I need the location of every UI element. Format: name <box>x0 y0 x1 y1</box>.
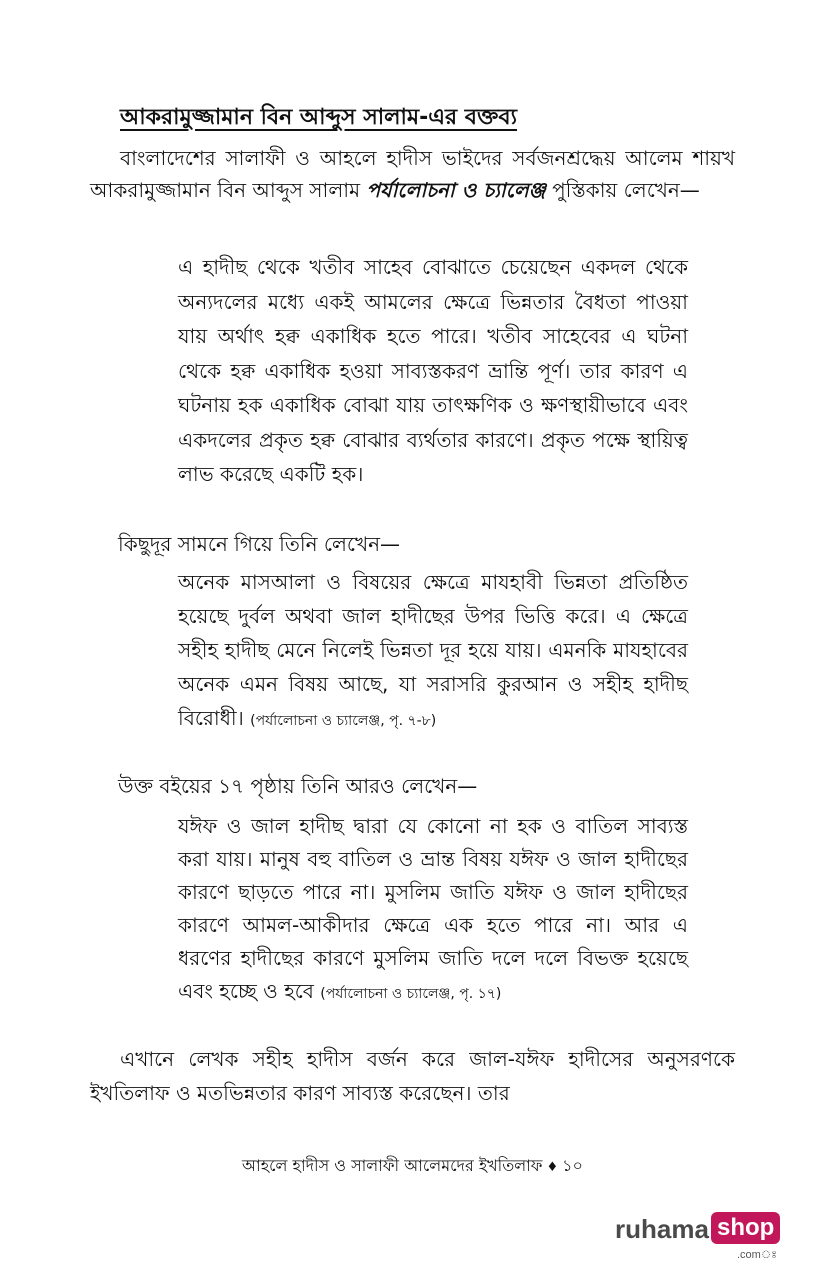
page-number: ১০ <box>562 1156 583 1175</box>
block-quote-2 <box>178 565 688 738</box>
closing-text: এখানে লেখক সহীহ হাদীস বর্জন করে জাল-যঈফ হাদীসের অনুসরণকে ইখতিলাফ ও মতভিন্নতার কারণ সাব্যস্ত করেছেন। তার <box>90 1047 735 1105</box>
running-title: আহলে হাদীস ও সালাফী আলেমদের ইখতিলাফ <box>242 1156 543 1175</box>
logo-shop-badge: shop <box>711 1212 780 1244</box>
block-quote-3 <box>178 810 688 1011</box>
closing-paragraph <box>90 1042 735 1110</box>
lead-in-2: কিছুদূর সামনে গিয়ে তিনি লেখেন— <box>118 532 401 556</box>
page-footer <box>0 1153 825 1180</box>
quote-3-text: যঈফ ও জাল হাদীছ দ্বারা যে কোনো না হক ও বাতিল সাব্যস্ত করা যায়। মানুষ বহু বাতিল ও ভ্রান্ত বিষয় যঈফ ও জাল হাদীছের কারণে ছাড়তে পারে না। মুসলিম জাতি যঈফ ও জাল হাদীছের কারণে আমল-আকীদার ক্ষেত্রে এক হতে পারে না। আর এ ধরণের হাদীছের কারণে মুসলিম জাতি দলে দলে বিভক্ত হয়েছে এবং হচ্ছে ও হবে <box>178 814 688 1003</box>
book-title: পর্যালোচনা ও চ্যালেঞ্জ <box>366 178 546 202</box>
quote-3-citation: (পর্যালোচনা ও চ্যালেঞ্জ, পৃ. ১৭) <box>320 986 502 1002</box>
quote-2-text: অনেক মাসআলা ও বিষয়ের ক্ষেত্রে মাযহাবী ভিন্নতা প্রতিষ্ঠিত হয়েছে দুর্বল অথবা জাল হাদীছের উপর ভিত্তি করে। এ ক্ষেত্রে সহীহ হাদীছ মেনে নিলেই ভিন্নতা দূর হয়ে যায়। এমনকি মাযহাবের অনেক এমন বিষয় আছে, যা সরাসরি কুরআন ও সহীহ হাদীছ বিরোধী। <box>178 570 688 730</box>
watermark-logo <box>615 1210 780 1260</box>
block-quote-1: এ হাদীছ থেকে খতীব সাহেব বোঝাতে চেয়েছেন একদল থেকে অন্যদলের মধ্যে একই আমলের ক্ষেত্রে ভিন্নতার বৈধতা পাওয়া যায় অর্থাৎ হক্ব একাধিক হতে পারে। খতীব সাহেবের এ ঘটনা থেকে হক্ব একাধিক হওয়া সাব্যস্তকরণ ভ্রান্তি পূর্ণ। তার কারণ এ ঘটনায় হক একাধিক বোঝা যায় তাৎক্ষণিক ও ক্ষণস্থায়ীভাবে এবং একদলের প্রকৃত হক্ব বোঝার ব্যর্থতার কারণে। প্রকৃত পক্ষে স্থায়িত্ব লাভ করেছে একটি হক। <box>178 255 688 486</box>
section-heading: আকরামুজ্জামান বিন আব্দুস সালাম-এর বক্তব্য <box>120 105 518 130</box>
quote-2-citation: (পর্যালোচনা ও চ্যালেঞ্জ, পৃ. ৭-৮) <box>250 713 437 729</box>
logo-brand: ruhama <box>615 1214 709 1244</box>
intro-text-before: বাংলাদেশের সালাফী ও আহলে হাদীস ভাইদের সর্বজনশ্রদ্ধেয় আলেম শায়খ আকরামুজ্জামান বিন আব্দুস সালাম <box>90 146 735 202</box>
intro-paragraph <box>90 142 735 206</box>
diamond-separator-icon: ♦ <box>546 1160 559 1175</box>
logo-domain: .comঃ <box>737 1249 778 1261</box>
lead-in-3: উক্ত বইয়ের ১৭ পৃষ্ঠায় তিনি আরও লেখেন— <box>118 774 478 798</box>
intro-text-after: পুস্তিকায় লেখেন— <box>545 178 700 202</box>
